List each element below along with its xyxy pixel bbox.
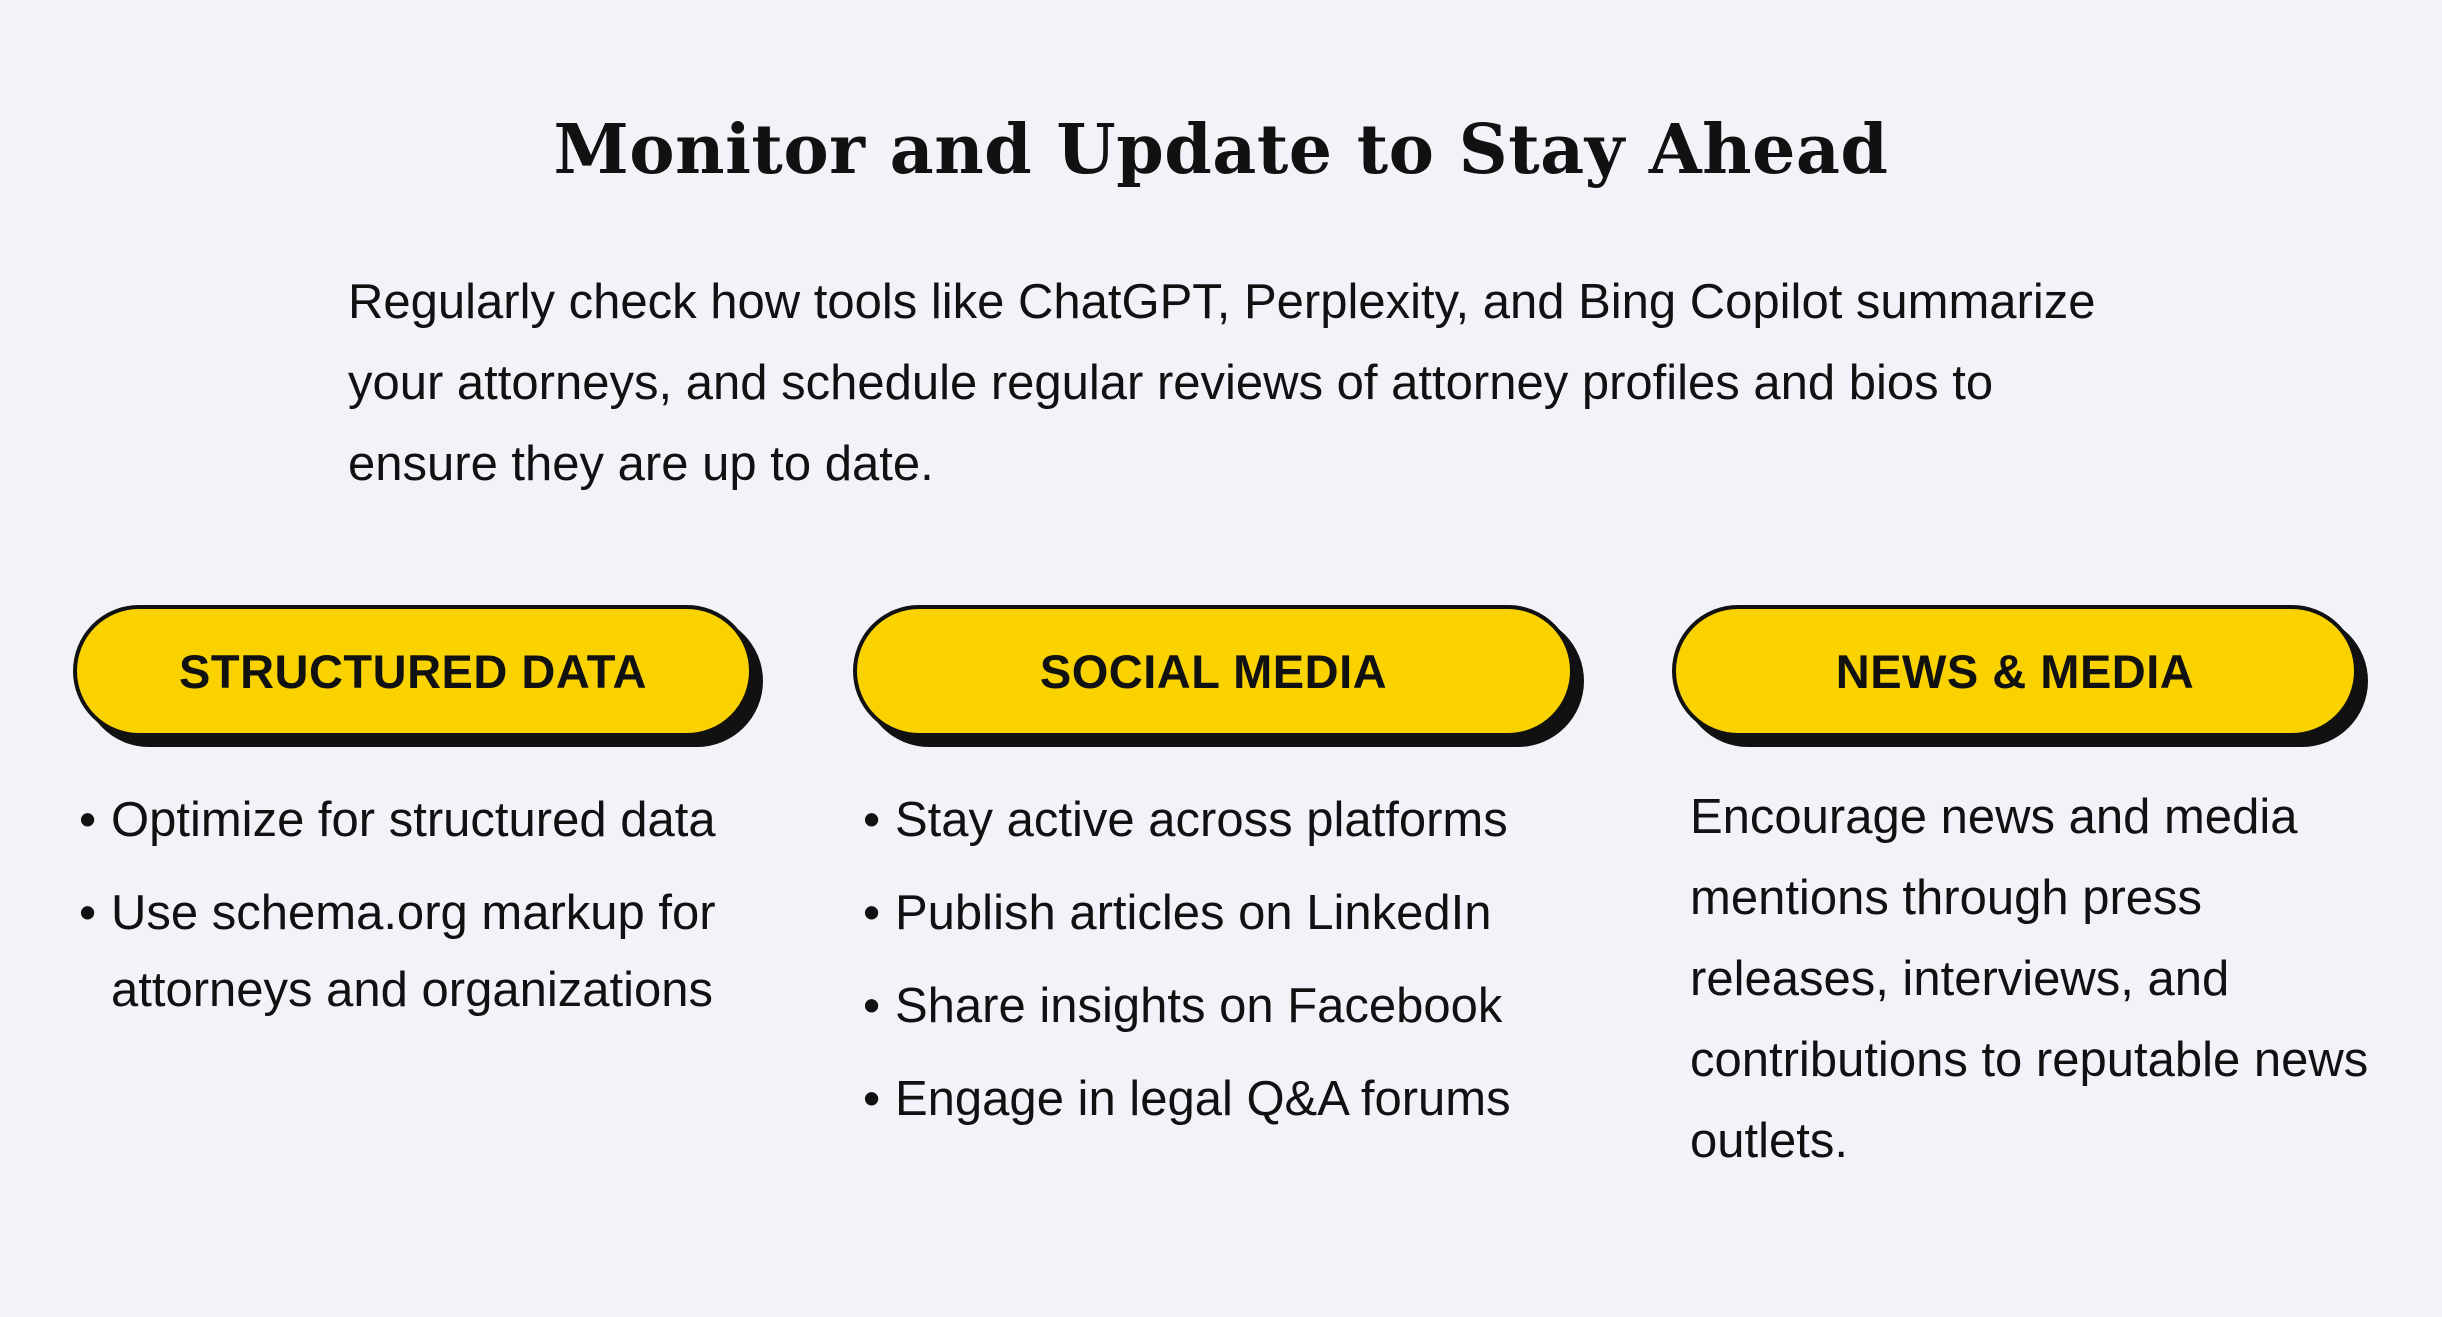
- bullet-dot: •: [863, 979, 881, 1033]
- list-item: • Share insights on Facebook: [857, 968, 1617, 1045]
- pill-label-news-media: NEWS & MEDIA: [1672, 605, 2358, 737]
- bullet-dot: •: [863, 886, 881, 940]
- social-media-pill: [853, 605, 1584, 747]
- bullet-dot: •: [79, 793, 97, 847]
- bullet-dot: •: [79, 886, 97, 940]
- pill-label-structured-data: STRUCTURED DATA: [73, 605, 753, 737]
- page-title: Monitor and Update to Stay Ahead: [553, 110, 1889, 190]
- bullet-list-structured-data: [73, 782, 793, 1029]
- column-news-media: [1672, 605, 2368, 1182]
- news-media-pill: [1672, 605, 2368, 747]
- bullet-dot: •: [863, 793, 881, 847]
- list-item: • Publish articles on LinkedIn: [857, 875, 1617, 952]
- list-item: • Optimize for structured data: [73, 782, 793, 859]
- list-item: • Engage in legal Q&A forums: [857, 1061, 1617, 1138]
- bullet-dot: •: [863, 1072, 881, 1126]
- pill-label-social-media: SOCIAL MEDIA: [853, 605, 1574, 737]
- list-item: • Stay active across platforms: [857, 782, 1617, 859]
- bullet-list-social-media: [857, 782, 1617, 1138]
- structured-data-pill: [73, 605, 763, 747]
- news-media-paragraph: Encourage news and media mentions through press releases, interviews, and contributions to reputable news outlets.: [1690, 790, 2369, 1168]
- column-structured-data: [73, 605, 763, 1045]
- column-social-media: [853, 605, 1584, 1154]
- list-item: • Use schema.org markup for attorneys and organizations: [73, 875, 793, 1029]
- intro-paragraph: Regularly check how tools like ChatGPT, Perplexity, and Bing Copilot summarize your attorneys, and schedule regular reviews of attorney profiles and bios to ensure they are up to date.: [348, 275, 2096, 491]
